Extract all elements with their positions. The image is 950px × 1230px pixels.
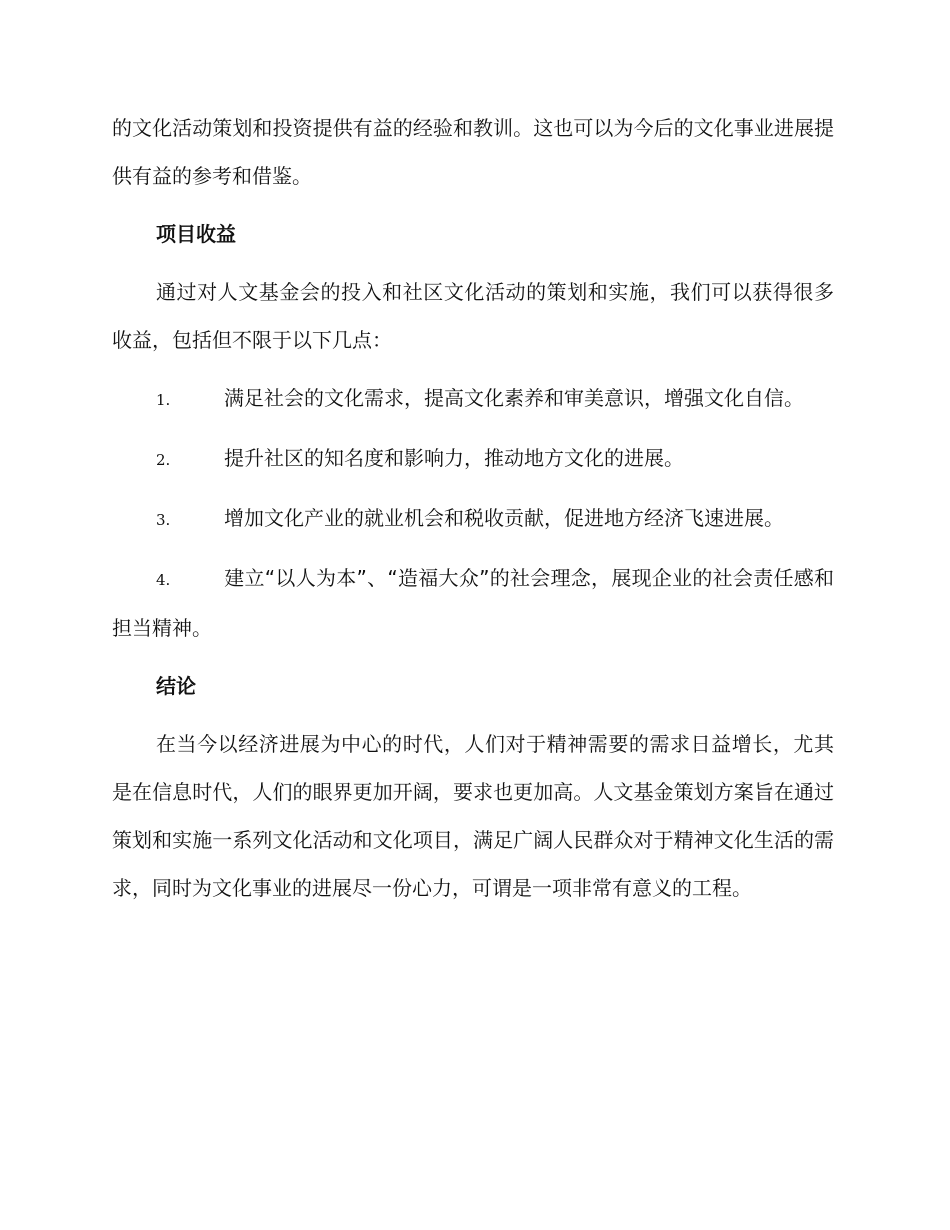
list-item-number: 1. [156, 391, 171, 409]
list-item [112, 494, 834, 544]
document-page [112, 104, 834, 922]
list-item-text: 满足社会的文化需求，提高文化素养和审美意识，增强文化自信。 [224, 386, 804, 410]
list-item-text: 增加文化产业的就业机会和税收贡献，促进地方经济飞速进展。 [224, 506, 784, 530]
list-item [112, 554, 834, 652]
list-item-text: 提升社区的知名度和影响力，推动地方文化的进展。 [224, 446, 684, 470]
list-item-number: 2. [156, 451, 171, 469]
conclusion-paragraph: 在当今以经济进展为中心的时代，人们对于精神需要的需求日益增长，尤其是在信息时代，人们的眼界更加开阔，要求也更加高。人文基金策划方案旨在通过策划和实施一系列文化活动和文化项目，满足广阔人民群众对于精神文化生活的需求，同时为文化事业的进展尽一份心力，可谓是一项非常有意义的工程。 [112, 732, 834, 900]
benefits-heading: 项目收益 [156, 222, 236, 246]
list-item [112, 434, 834, 484]
list-item-number: 3. [156, 511, 171, 529]
list-item-text: 建立“以人为本”、“造福大众”的社会理念，展现企业的社会责任感和担当精神。 [112, 566, 834, 640]
conclusion-heading: 结论 [156, 674, 196, 698]
list-item [112, 374, 834, 424]
benefits-intro-paragraph: 通过对人文基金会的投入和社区文化活动的策划和实施，我们可以获得很多收益，包括但不限于以下几点： [112, 280, 834, 352]
intro-continuation-paragraph: 的文化活动策划和投资提供有益的经验和教训。这也可以为今后的文化事业进展提供有益的参考和借鉴。 [112, 116, 834, 188]
list-item-number: 4. [156, 571, 171, 589]
